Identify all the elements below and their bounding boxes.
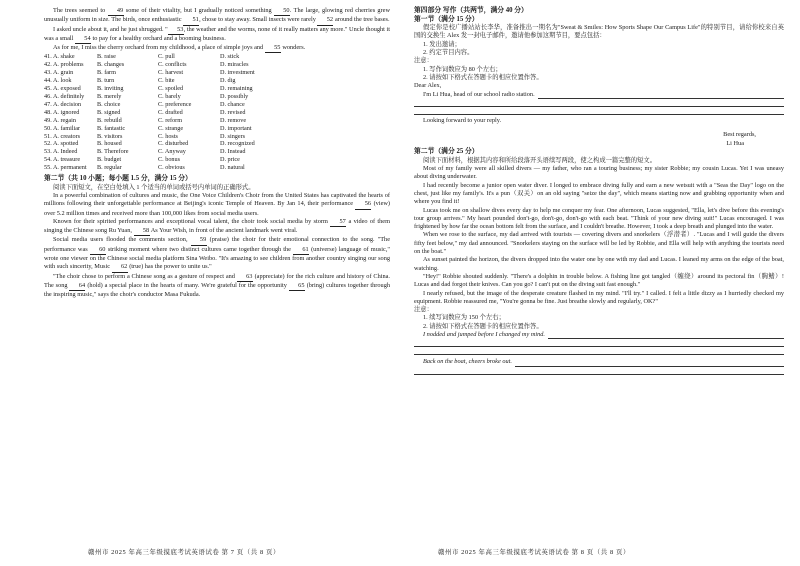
story-paragraph: As sunset painted the horizon, the divers dropped into the water one by one with my dad and Lucas. I leaned my arms on the edge of the boat, watching.	[414, 256, 784, 272]
continuation-1-opening: I nodded and jumped before I changed my mind.	[423, 330, 546, 338]
note-1: 1. 写作词数应为 80 个左右；	[423, 65, 502, 73]
option-choice: C. strange	[158, 124, 184, 132]
letter-salutation: Dear Alex,	[414, 82, 442, 90]
option-choice: 54. A. treasure	[44, 156, 81, 164]
option-choice: B. inviting	[97, 85, 124, 93]
option-row	[44, 53, 255, 61]
option-choice: 51. A. creators	[44, 132, 81, 140]
text-segment: In a powerful combination of cultures and music, the One Voice Children's Choir from the United States has captivated the hearts of millions following their unforgettable performance at Beijing's iconic Temple of Heaven. By Jan 14, their performance	[44, 191, 390, 208]
text-segment: (appreciate) for the rich culture and history of China. The song	[44, 272, 390, 289]
continuation-1-line	[414, 331, 784, 339]
option-choice: D. remaining	[220, 85, 253, 93]
answer-blank: 54	[75, 35, 91, 44]
option-choice: C. conflicts	[158, 61, 187, 69]
text-segment: , the weather and the worms, none of it really matters any more." Uncle thought it was a small	[44, 25, 390, 42]
notes-label: 注意：	[414, 306, 433, 314]
answer-line	[414, 107, 784, 115]
option-row	[44, 85, 255, 93]
option-choice: B. visitors	[97, 132, 123, 140]
option-choice: B. merely	[97, 93, 122, 101]
continuation-2-line	[414, 358, 784, 366]
text-segment: to pay for a healthy orchard and a booming business.	[90, 34, 226, 42]
answer-blank: 52	[317, 16, 333, 25]
answer-blank: 61	[293, 246, 309, 255]
paragraph	[44, 44, 390, 53]
letter-signature: Li Hua	[726, 139, 744, 147]
letter-first-line	[414, 91, 784, 99]
right-page-footer: 赣州市 2025 年高三年级摸底考试英语试卷 第 8 页（共 8 页）	[438, 549, 630, 556]
answer-blank: 64	[69, 282, 85, 291]
option-choice: B. fantastic	[97, 124, 126, 132]
paragraph	[44, 236, 390, 272]
option-choice: B. housed	[97, 140, 122, 148]
text-segment: (view) over 5.2 million times and received more than 100,000 likes from social media users.	[44, 200, 391, 217]
letter-closing: Looking forward to your reply.	[423, 116, 502, 124]
note-1: 1. 续写词数应为 150 个左右；	[423, 314, 505, 322]
text-segment: (universe) language of music," wrote one viewer on the Chinese social media platform Sina Weibo. "It's amazing to see children from another country singing our song with such sincerity, Music	[44, 245, 390, 271]
prompt-point-1: 1. 发出邀请；	[423, 40, 461, 48]
option-choice: B. signed	[97, 108, 121, 116]
option-choice: D. possibly	[220, 93, 249, 101]
option-choice: 41. A. shake	[44, 53, 75, 61]
paragraph	[44, 273, 390, 300]
answer-blank: 59	[191, 236, 207, 245]
option-choice: C. drafted	[158, 108, 183, 116]
writing-part-title: 第四部分 写作（共两节，满分 40 分）	[414, 7, 528, 14]
answer-blank: 60	[90, 246, 106, 255]
option-choice: C. hosts	[158, 132, 178, 140]
answer-line	[414, 339, 784, 347]
option-choice: C. preference	[158, 100, 192, 108]
answer-blank: 65	[289, 282, 305, 291]
text-segment: (praise) the choir for their emotional connection to the song. "The performance was	[44, 236, 390, 253]
option-row	[44, 61, 255, 69]
answer-blank: 58	[134, 227, 150, 236]
option-choice: 48. A. ignored	[44, 108, 80, 116]
option-choice: 44. A. look	[44, 77, 72, 85]
answer-line	[414, 367, 784, 375]
text-segment: a video of them singing the Chinese song Ru Yuan,	[44, 217, 390, 235]
option-row	[44, 69, 255, 77]
answer-blank: 56	[355, 200, 371, 209]
option-choice: 53. A. Indeed	[44, 148, 78, 156]
option-choice: B. changes	[97, 61, 125, 69]
option-choice: C. barely	[158, 93, 181, 101]
notes-label: 注意：	[414, 57, 433, 65]
continuation-2-opening: Back on the boat, cheers broke out.	[423, 358, 512, 366]
option-choice: D. investment	[220, 69, 255, 77]
grammar-passage	[44, 192, 390, 300]
option-choice: 47. A. decision	[44, 100, 82, 108]
option-choice: 52. A. spotted	[44, 140, 79, 148]
option-choice: D. price	[220, 156, 240, 164]
answer-line	[414, 347, 784, 355]
prompt-point-2: 2. 约定节目内容。	[423, 49, 474, 57]
story-paragraph: Most of my family were all skilled divers — my father, who ran a touring business; my sister Robbie; my cousin Lucas. Yet I was uneasy about diving underwater.	[414, 165, 784, 181]
grammar-section-instruction: 阅读下面短文，在空白处填入 1 个适当的单词或括号内单词的正确形式。	[53, 183, 255, 191]
answer-blank: 51	[183, 16, 199, 25]
option-choice: C. spoiled	[158, 85, 184, 93]
option-choice: B. farm	[97, 69, 116, 77]
text-segment: Social media users flooded the comments section,	[53, 236, 191, 244]
letter-first-sentence: I'm Li Hua, head of our school radio station.	[423, 90, 535, 98]
option-choice: B. choice	[97, 100, 121, 108]
grammar-section-title: 第二节（共 10 小题；每小题 1.5 分，满分 15 分）	[44, 175, 192, 183]
text-segment: Known for their spirited performances and exceptional vocal talent, the choir took social media by storm	[53, 217, 331, 225]
text-segment: around the tree bases.	[333, 16, 390, 24]
text-segment: As Your Wish, in front of the ancient landmark went viral.	[149, 227, 298, 235]
cloze-options-table	[44, 53, 255, 172]
option-choice: B. regular	[97, 164, 122, 172]
answer-blank: 53	[168, 26, 184, 35]
story-passage	[414, 165, 784, 306]
option-choice: 55. A. permanent	[44, 164, 87, 172]
option-choice: D. Instead	[220, 148, 246, 156]
option-choice: B. turn	[97, 77, 115, 85]
option-choice: C. Anyway	[158, 148, 186, 156]
paragraph	[44, 218, 390, 237]
right-page	[400, 0, 800, 566]
option-row	[44, 156, 255, 164]
text-segment: (bring) cultures together through the inspiring music," says the choir's conductor Masa Fukuda.	[44, 281, 390, 299]
option-choice: D. revised	[220, 108, 246, 116]
answer-blank: 62	[112, 263, 128, 272]
answer-blank: 50	[274, 7, 290, 16]
option-row	[44, 117, 255, 125]
option-row	[44, 133, 255, 141]
answer-line	[548, 331, 784, 339]
story-paragraph: "Hey!" Robbie shouted suddenly. "There's a dolphin in trouble below. A fishing line got tangled（缠绕）around its pectoral fin（胸鳍）! Lucas and dad forgot their knives. Can you go? I can't put on the diving suit fast enough."	[414, 272, 784, 289]
answer-blank: 55	[265, 44, 281, 53]
option-choice: B. rebuild	[97, 116, 122, 124]
answer-blank: 57	[330, 218, 346, 227]
writing-section-2-title: 第二节（满分 25 分）	[414, 148, 479, 156]
option-choice: D. dig	[220, 77, 236, 85]
text-segment: "The choir chose to perform a Chinese song as a gesture of respect and	[53, 272, 237, 280]
option-choice: B. Therefore	[97, 148, 129, 156]
answer-blank: 63	[237, 273, 253, 282]
story-paragraph: Lucas took me on shallow dives every day to help me conquer my fear. One afternoon, Lucas suggested, "Ella, let's dive before this evening's tour group arrives." My heart pounded don't-go, don't-go, don't-go with each beat. "Think of your new diving suit!" Lucas encouraged. I was frightened by how far the ocean bottom felt from the surface, and I couldn't breathe. However, I took a deep breath and plunged into the water.	[414, 206, 784, 231]
text-segment: striking moment where two distinct cultures came together through the	[105, 245, 293, 253]
option-choice: 49. A. regain	[44, 116, 76, 124]
text-segment: some of their vitality, but I gradually noticed something	[123, 7, 274, 14]
option-choice: D. natural	[220, 164, 245, 172]
answer-line	[538, 91, 784, 99]
option-choice: D. stick	[220, 53, 240, 61]
option-choice: D. remove	[220, 116, 247, 124]
text-segment: wonders.	[280, 44, 306, 52]
option-row	[44, 93, 255, 101]
letter-regards: Best regards,	[723, 131, 756, 139]
option-row	[44, 140, 255, 148]
text-segment: . The large, glowing red cherries grew unusually uniform in size. The birds, once enthusiastic	[44, 7, 390, 24]
option-choice: B. budget	[97, 156, 122, 164]
option-choice: D. singers	[220, 132, 246, 140]
answer-line	[414, 99, 784, 107]
option-choice: 46. A. definitely	[44, 93, 85, 101]
cloze-passage-end	[44, 7, 390, 53]
text-segment: I asked uncle about it, and he just shrugged. "	[53, 25, 168, 33]
writing-section-1-prompt: 假定你是校广播站站长李华，准备推出一期名为"Sweat & Smiles: How Sports Shape Our Campus Life"的特别节目，请给你校来自英国的交换生 Alex 发一封电子邮件，邀请他参加这期节目，要点包括：	[414, 24, 784, 40]
option-choice: C. bite	[158, 77, 175, 85]
story-paragraph: I had recently become a junior open water diver. I longed to embrace diving fully and earn a new wetsuit with a "Seas the Day" logo on the chest, just like my family's. It's a pun（双关）on an old saying "seize the day", which means starting now and grabbing opportunity when and where you find it!	[414, 181, 784, 206]
option-choice: D. recognized	[220, 140, 255, 148]
option-choice: C. disturbed	[158, 140, 189, 148]
option-choice: 50. A. familiar	[44, 124, 81, 132]
option-row	[44, 77, 255, 85]
text-segment: (true) has the power to unite us."	[127, 263, 212, 271]
writing-section-1-title: 第一节（满分 15 分）	[414, 15, 479, 23]
option-row	[44, 148, 255, 156]
writing-section-2-instruction: 阅读下面材料，根据其内容和所给段落开头语续写两段，使之构成一篇完整的短文。	[423, 156, 656, 164]
option-row	[44, 101, 255, 109]
option-row	[44, 125, 255, 133]
story-paragraph: When we rose to the surface, my dad arrived with tourists — covering divers and snorkelers（浮潜者）. "Lucas and I will guide the divers fifty feet below," my dad announced. "Snorkelers staying on the surface will be led by Robbie, and Ella will help with anything the tourists need on the boat."	[414, 231, 784, 256]
left-page-footer: 赣州市 2025 年高三年级摸底考试英语试卷 第 7 页（共 8 页）	[88, 549, 280, 556]
option-choice: B. raise	[97, 53, 116, 61]
answer-line	[515, 358, 784, 366]
answer-blank: 49	[108, 7, 124, 16]
option-choice: D. miracles	[220, 61, 249, 69]
option-row	[44, 109, 255, 117]
option-choice: C. harvest	[158, 69, 184, 77]
option-choice: 43. A. grain	[44, 69, 74, 77]
text-segment: (hold) a special place in the hearts of many. We're grateful for the opportunity	[85, 281, 289, 289]
option-choice: 45. A. exposed	[44, 85, 81, 93]
text-segment: , chose to stay away. Small insects were rarely	[199, 16, 318, 24]
option-choice: C. reform	[158, 116, 183, 124]
option-choice: C. pull	[158, 53, 175, 61]
option-choice: 42. A. problems	[44, 61, 84, 69]
paragraph	[44, 26, 390, 45]
option-choice: C. obvious	[158, 164, 185, 172]
option-choice: D. important	[220, 124, 252, 132]
note-2: 2. 请按如下格式在答题卡的相应位置作答。	[423, 73, 543, 81]
option-choice: C. bonus	[158, 156, 181, 164]
paragraph	[44, 192, 390, 218]
note-2: 2. 请按如下格式在答题卡的相应位置作答。	[423, 322, 543, 330]
option-row	[44, 164, 255, 172]
text-segment: As for me, I miss the cherry orchard from my childhood, a place of simple joys and	[53, 44, 265, 52]
text-segment: The trees seemed to	[53, 7, 108, 14]
story-paragraph: I nearly refused, but the image of the desperate creature flashed in my mind. "I'll try." I called. I felt a little dizzy as I hurriedly checked my equipment. Robbie reassured me, "You're gonna be fine. Just breathe slowly and regularly, OK?"	[414, 289, 784, 305]
paragraph	[44, 7, 390, 26]
option-choice: D. chance	[220, 100, 245, 108]
